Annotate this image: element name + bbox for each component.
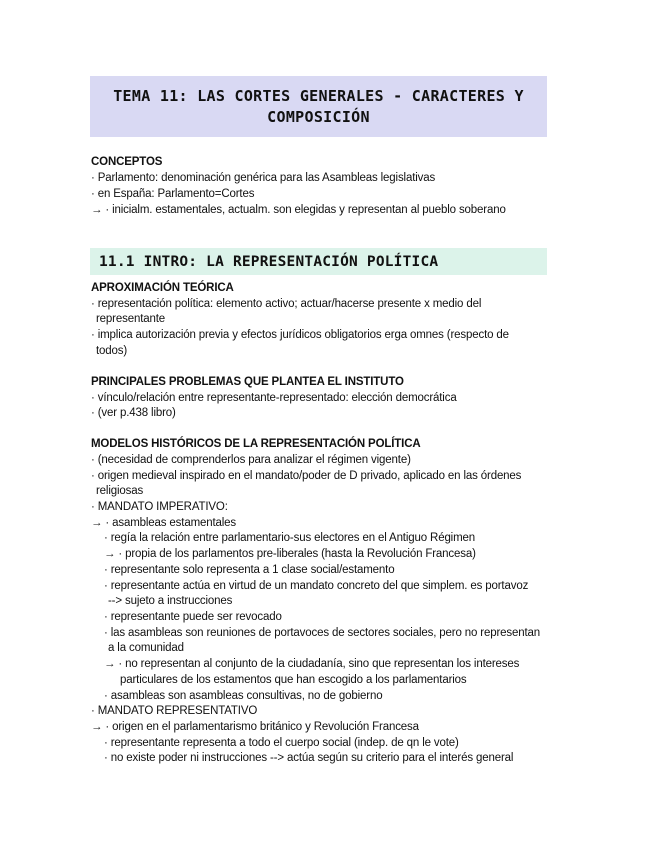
conceptos-heading: CONCEPTOS	[91, 156, 163, 168]
modelos-line: particulares de los estamentos que han escogido a los parlamentarios	[120, 674, 467, 686]
aproximacion-line: todos)	[96, 345, 128, 357]
modelos-line: religiosas	[96, 485, 144, 497]
modelos-line: · origen medieval inspirado en el mandato/poder de D privado, aplicado en las órdenes	[91, 470, 522, 482]
aproximacion-line: representante	[96, 313, 166, 325]
modelos-line: · las asambleas son reuniones de portavoces de sectores sociales, pero no representan	[104, 627, 541, 639]
modelos-line: · MANDATO REPRESENTATIVO	[91, 705, 258, 717]
modelos-line: · (necesidad de comprenderlos para analizar el régimen vigente)	[91, 454, 411, 466]
modelos-line: · representante actúa en virtud de un mandato concreto del que simplem. es portavoz	[104, 580, 529, 592]
modelos-line: · representante puede ser revocado	[104, 611, 282, 623]
modelos-line: → · asambleas estamentales	[91, 517, 237, 529]
aproximacion-line: · representación política: elemento activo; actuar/hacerse presente x medio del	[91, 298, 482, 310]
modelos-line: · regía la relación entre parlamentario-sus electores en el Antiguo Régimen	[104, 532, 476, 544]
modelos-line: → · propia de los parlamentos pre-liberales (hasta la Revolución Francesa)	[104, 548, 476, 560]
modelos-line: · representante representa a todo el cuerpo social (indep. de qn le vote)	[104, 737, 459, 749]
section-title-box	[90, 248, 547, 275]
modelos-line: → · no representan al conjunto de la ciudadanía, sino que representan los intereses	[104, 658, 520, 670]
chapter-title-line-1: TEMA 11: LAS CORTES GENERALES - CARACTERES Y	[113, 86, 524, 105]
aproximacion-line: · implica autorización previa y efectos jurídicos obligatorios erga omnes (respecto de	[91, 329, 509, 341]
conceptos-line: → · inicialm. estamentales, actualm. son elegidas y representan al pueblo soberano	[91, 204, 506, 216]
modelos-heading: MODELOS HISTÓRICOS DE LA REPRESENTACIÓN POLÍTICA	[91, 438, 421, 450]
problemas-heading: PRINCIPALES PROBLEMAS QUE PLANTEA EL INSTITUTO	[91, 376, 404, 388]
modelos-line: · no existe poder ni instrucciones --> actúa según su criterio para el interés general	[104, 752, 514, 764]
modelos-line: · representante solo representa a 1 clase social/estamento	[104, 564, 395, 576]
modelos-line: · MANDATO IMPERATIVO:	[91, 501, 228, 513]
conceptos-line: · en España: Parlamento=Cortes	[91, 188, 255, 200]
chapter-title-line-2: COMPOSICIÓN	[267, 107, 370, 126]
modelos-line: → · origen en el parlamentarismo británico y Revolución Francesa	[91, 721, 419, 733]
aproximacion-heading: APROXIMACIÓN TEÓRICA	[91, 282, 234, 294]
modelos-line: · asambleas son asambleas consultivas, no de gobierno	[104, 690, 383, 702]
chapter-title-box	[90, 76, 547, 137]
problemas-line: · vínculo/relación entre representante-representado: elección democrática	[91, 392, 457, 404]
modelos-line: a la comunidad	[108, 642, 184, 654]
section-title: 11.1 INTRO: LA REPRESENTACIÓN POLÍTICA	[99, 253, 439, 270]
modelos-line: --> sujeto a instrucciones	[108, 595, 233, 607]
conceptos-line: · Parlamento: denominación genérica para las Asambleas legislativas	[91, 172, 436, 184]
problemas-line: · (ver p.438 libro)	[91, 407, 176, 419]
